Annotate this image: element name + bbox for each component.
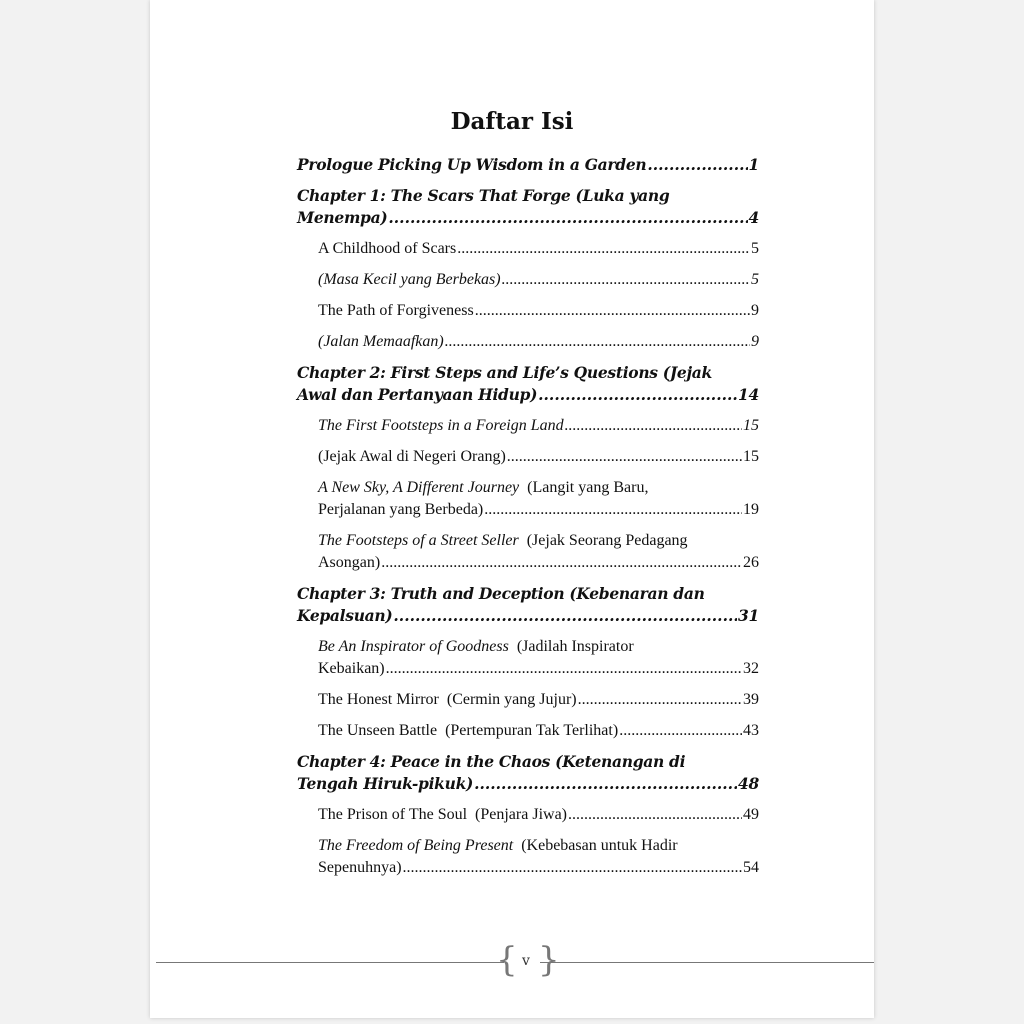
toc-entry-prologue[interactable] — [297, 154, 759, 176]
entry-subtitle-line-2: Kebaikan) — [318, 660, 385, 677]
entry-subtitle: (Jejak Seorang Pedagang — [518, 532, 688, 549]
toc-entry-chapter-2[interactable] — [297, 362, 759, 406]
page-number: 9 — [751, 333, 759, 350]
page-number: 49 — [743, 806, 759, 823]
entry-title: (Jalan Memaafkan) — [318, 333, 444, 350]
entry-title: The Prison of The Soul (Penjara Jiwa) — [318, 806, 567, 823]
dot-leader — [403, 857, 742, 879]
page-number: 14 — [738, 385, 759, 404]
page-number: 4 — [748, 208, 759, 227]
toc-entry-prison-of-the-soul[interactable] — [318, 804, 759, 826]
entry-title-line-1: Chapter 2: First Steps and Life’s Questions (Jejak — [297, 363, 712, 382]
footer-rule-left — [156, 962, 504, 963]
toc-entry-jalan-memaafkan[interactable] — [318, 331, 759, 353]
page-number: 9 — [751, 302, 759, 319]
entry-title-line-2: Kepalsuan) — [297, 606, 393, 625]
toc-entry-chapter-4[interactable] — [297, 751, 759, 795]
dot-leader — [647, 154, 747, 176]
page-number: 15 — [743, 448, 759, 465]
dot-leader — [475, 300, 750, 322]
entry-title: A New Sky, A Different Journey — [318, 479, 520, 496]
entry-title-line-2: Awal dan Pertanyaan Hidup) — [297, 385, 538, 404]
toc-entry-path-of-forgiveness[interactable] — [318, 300, 759, 322]
page-number: 31 — [738, 606, 759, 625]
page-number: 48 — [738, 774, 759, 793]
entry-subtitle: (Langit yang Baru, — [519, 479, 649, 496]
entry-title-line-1: Chapter 3: Truth and Deception (Kebenaran dan — [297, 584, 705, 603]
entry-subtitle-line-2: Sepenuhnya) — [318, 859, 402, 876]
entry-subtitle-line-2: Asongan) — [318, 554, 381, 571]
dot-leader — [474, 773, 737, 795]
dot-leader — [578, 689, 742, 711]
entry-subtitle: (Kebebasan untuk Hadir — [513, 837, 678, 854]
entry-title: Be An Inspirator of Goodness — [318, 638, 509, 655]
entry-title: The Footsteps of a Street Seller — [318, 532, 519, 549]
dot-leader — [619, 720, 742, 742]
dot-leader — [568, 804, 742, 826]
toc-entry-first-footsteps[interactable] — [318, 415, 759, 437]
table-of-contents — [297, 154, 759, 886]
page-number: 39 — [743, 691, 759, 708]
entry-title-line-2: Tengah Hiruk-pikuk) — [297, 774, 474, 793]
dot-leader — [538, 384, 737, 406]
toc-entry-street-seller[interactable] — [318, 530, 759, 574]
page-number: 54 — [743, 859, 759, 876]
left-brace-ornament: { — [496, 940, 518, 980]
entry-title: The Honest Mirror (Cermin yang Jujur) — [318, 691, 577, 708]
dot-leader — [565, 415, 742, 437]
toc-entry-honest-mirror[interactable] — [318, 689, 759, 711]
toc-entry-new-sky[interactable] — [318, 477, 759, 521]
toc-entry-masa-kecil[interactable] — [318, 269, 759, 291]
page-number: 1 — [748, 155, 759, 174]
dot-leader — [388, 207, 747, 229]
toc-entry-childhood-of-scars[interactable] — [318, 238, 759, 260]
page-folio: v — [522, 953, 530, 969]
entry-title: The Unseen Battle (Pertempuran Tak Terlihat) — [318, 722, 619, 739]
document-page — [150, 0, 874, 1018]
entry-title: The Freedom of Being Present — [318, 837, 514, 854]
dot-leader — [393, 605, 737, 627]
right-brace-ornament: } — [538, 940, 560, 980]
toc-entry-unseen-battle[interactable] — [318, 720, 759, 742]
entry-title: (Masa Kecil yang Berbekas) — [318, 271, 501, 288]
entry-title: (Jejak Awal di Negeri Orang) — [318, 448, 506, 465]
page-number: 43 — [743, 722, 759, 739]
dot-leader — [386, 658, 742, 680]
entry-title-line-2: Menempa) — [297, 208, 388, 227]
page-number: 26 — [743, 554, 759, 571]
page-number: 5 — [751, 271, 759, 288]
entry-title: Prologue Picking Up Wisdom in a Garden — [297, 155, 647, 174]
dot-leader — [507, 446, 742, 468]
toc-entry-chapter-1[interactable] — [297, 185, 759, 229]
toc-entry-chapter-3[interactable] — [297, 583, 759, 627]
dot-leader — [457, 238, 750, 260]
page-number: 32 — [743, 660, 759, 677]
toc-entry-jejak-awal[interactable] — [318, 446, 759, 468]
entry-title-line-1: Chapter 4: Peace in the Chaos (Ketenangan di — [297, 752, 686, 771]
toc-entry-freedom-of-being-present[interactable] — [318, 835, 759, 879]
entry-title: A Childhood of Scars — [318, 240, 457, 257]
dot-leader — [381, 552, 742, 574]
entry-title-line-1: Chapter 1: The Scars That Forge (Luka yang — [297, 186, 670, 205]
dot-leader — [502, 269, 750, 291]
page-number: 19 — [743, 501, 759, 518]
page-number: 5 — [751, 240, 759, 257]
toc-entry-inspirator-of-goodness[interactable] — [318, 636, 759, 680]
page-number: 15 — [743, 417, 759, 434]
dot-leader — [484, 499, 742, 521]
dot-leader — [445, 331, 750, 353]
footer-rule-right — [540, 962, 874, 963]
toc-title: Daftar Isi — [450, 108, 574, 135]
entry-subtitle-line-2: Perjalanan yang Berbeda) — [318, 501, 484, 518]
entry-title: The Path of Forgiveness — [318, 302, 474, 319]
entry-subtitle: (Jadilah Inspirator — [508, 638, 634, 655]
entry-title: The First Footsteps in a Foreign Land — [318, 417, 564, 434]
